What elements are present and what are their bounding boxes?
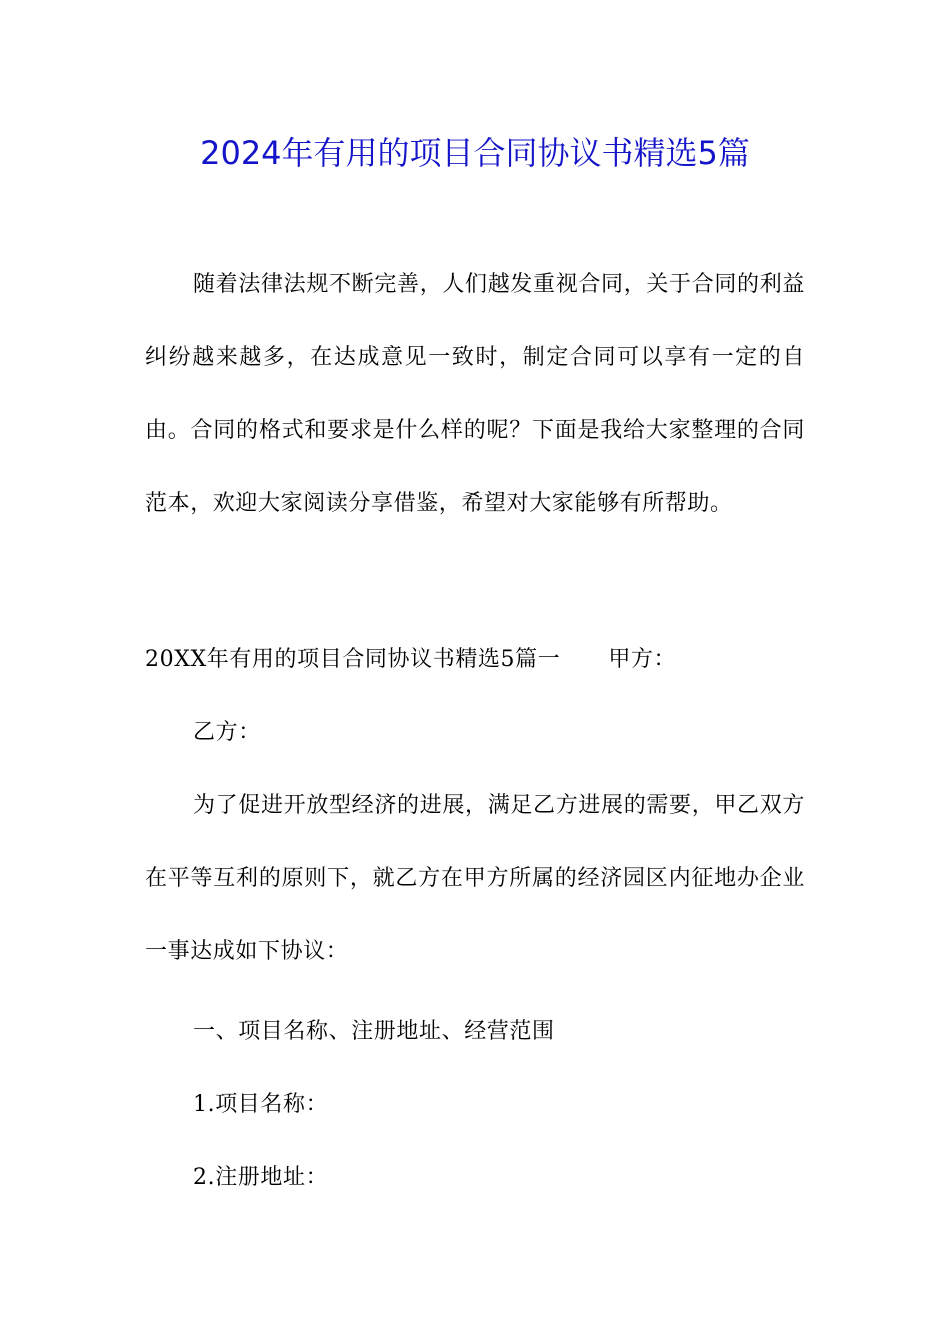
section-title: 20XX年有用的项目合同协议书精选5篇一 — [145, 647, 561, 672]
item-registered-address: 2.注册地址： — [193, 1165, 329, 1190]
party-a-label: 甲方： — [608, 647, 677, 672]
document-title: 2024年有用的项目合同协议书精选5篇 — [200, 134, 750, 172]
agreement-paragraph: 为了促进开放型经济的进展，满足乙方进展的需要，甲乙双方在平等互利的原则下，就乙方在甲方所属的经济园区内征地办企业一事达成如下协议： — [145, 793, 805, 964]
section-heading — [145, 640, 676, 680]
clause-heading: 一、项目名称、注册地址、经营范围 — [193, 1019, 555, 1044]
party-b-label: 乙方： — [193, 720, 261, 745]
item-project-name: 1.项目名称： — [193, 1092, 329, 1117]
intro-paragraph: 随着法律法规不断完善，人们越发重视合同，关于合同的利益纠纷越来越多，在达成意见一致时，制定合同可以享有一定的自由。合同的格式和要求是什么样的呢？下面是我给大家整理的合同范本，欢迎大家阅读分享借鉴，希望对大家能够有所帮助。 — [145, 272, 805, 516]
